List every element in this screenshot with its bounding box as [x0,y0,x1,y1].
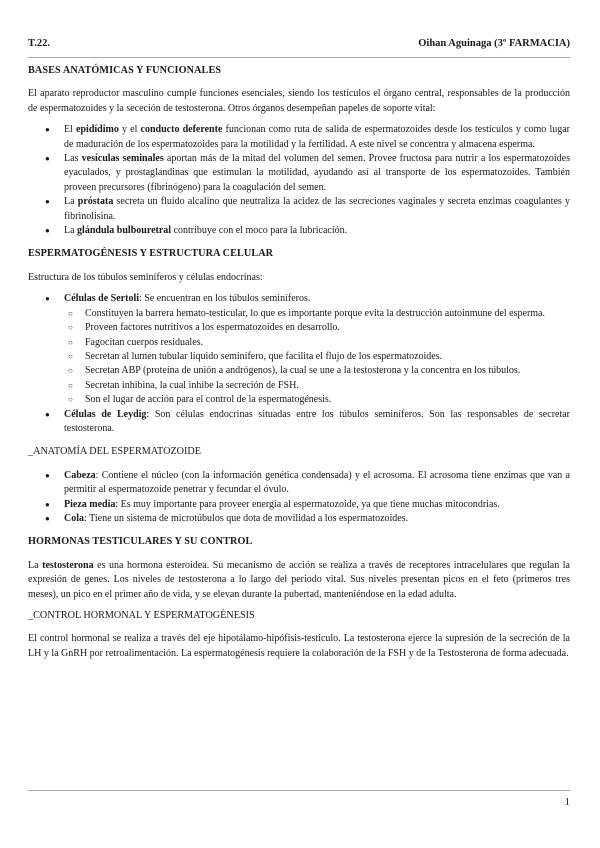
bases-intro: El aparato reproductor masculino cumple funciones esenciales, siendo los testículos el órgano central, responsables de la producción de espermatozoides y la sececión de testosterona. Otros órganos desempeñan papeles de soporte vital: [28,88,570,114]
sub-list-item: ○ Secretan inhibina, la cual inhibe la secreción de FSH. [85,379,570,393]
list-item: ● Pieza media: Es muy importante para proveer energía al espermatozoide, ya que tiene muchas mitocondrias. [64,498,570,512]
sub-list-item: ○ Constituyen la barrera hemato-testicular, lo que es importante porque evita la destrucción autoinmune del esperma. [85,307,570,321]
control-paragraph: El control hormonal se realiza a través del eje hipotálamo-hipófisis-testículo. La testosterona ejerce la supresión de la secreción de la LH y la GnRH por retroalimentación. La espermatogénesis requiere la colaboración de la FSH y de la Testosterona de forma adecuada. [28,633,570,659]
section-title-control: _CONTROL HORMONAL Y ESPERMATOGÉNESIS [28,610,255,621]
sperm-parts-list [28,469,570,527]
sertoli-functions [64,307,570,408]
sub-list-item: ○ Proveen factores nutritivos a los espermatozoides en desarrollo. [85,321,570,335]
section-title-hormonas: HORMONAS TESTICULARES Y SU CONTROL [28,536,253,548]
list-item: ● Cola: Tiene un sistema de microtúbulos que dota de movilidad a los espermatozoides. [64,512,570,526]
footer-rule [28,790,570,791]
sub-list-item: ○ Secretan al lumen tubular líquido seminífero, que facilita el flujo de los espermatozoides. [85,350,570,364]
sub-list-item: ○ Fagocitan cuerpos residuales. [85,336,570,350]
list-item-leydig: ● Células de Leydig: Son células endocrinas situadas entre los túbulos seminíferos. Son las responsables de secretar testosterona. [64,408,570,437]
cell-list [28,292,570,436]
sub-list-item: ○ Secretan ABP (proteína de unión a andrógenos), la cual se une a la testosterona y la concentra en los túbulos. [85,364,570,378]
list-item: ● La glándula bulbouretral contribuye con el moco para la lubricación. [64,224,570,238]
section-title-bases: BASES ANATÓMICAS Y FUNCIONALES [28,65,222,76]
sub-list-item: ○ Son el lugar de acción para el control de la espermatogénesis. [85,393,570,407]
section-title-anatomia: _ANATOMÍA DEL ESPERMATOZOIDE [28,446,201,458]
page-number: 1 [564,797,570,808]
header-topic: T.22. [28,38,50,49]
espermatogenesis-intro: Estructura de los túbulos seminíferos y células endocrinas: [28,271,263,283]
list-item-sertoli: ● Células de Sertoli: Se encuentran en los túbulos seminíferos. ○ Constituyen la barrera hemato-testicular, lo que es importante porque evita la destrucción autoinmune del esperma. ○ Proveen factores nutritivos a los espermatozoides en desarrollo. ○ Fagocitan cuerpos residuales. ○ Secretan al lumen tubular líquido seminífero, que facilita el flujo de los espermatozoides. ○ Secretan ABP (proteína de unión a andrógenos), la cual se une a la testosterona y la concentra en los túbulos. ○ Secretan inhibina, la cual inhibe la secreción de FSH. ○ Son el lugar de acción para el control de la espermatogénesis. [64,292,570,407]
hormonas-paragraph: La testosterona es una hormona esteroidea. Su mecanismo de acción se realiza a través de receptores intracelulares que regulan la expresión de genes. Los niveles de testosterona a lo largo del periodo vital. Sus niveles presentan picos en el feto (primeros tres meses), un pico en el primer año de vida, y se elevan durante la pubertad, manteniéndose en la edad adulta. [28,559,570,600]
section-title-espermatogenesis: ESPERMATOGÉNESIS Y ESTRUCTURA CELULAR [28,248,274,260]
document-body [28,64,570,661]
list-item: ● Cabeza: Contiene el núcleo (con la información genética condensada) y el acrosoma. El acrosoma tiene enzimas que van a permitir al espermatozoide penetrar y fecundar el óvulo. [64,469,570,498]
organ-list [28,123,570,238]
header-author: Oihan Aguinaga (3º FARMACIA) [418,38,570,49]
header-rule [28,57,570,58]
list-item: ● Las vesículas seminales aportan más de la mitad del volumen del semen. Provee fructosa para nutrir a los espermatozoides eyaculados, y prostaglandinas que estimulan la motilidad, ayudando así al transporte de los espermatozoides. También proveen precursores (fibrinógeno) para la coagulación del semen. [64,152,570,195]
list-item: ● El epidídimo y el conducto deferente funcionan como ruta de salida de espermatozoides desde los testículos y como lugar de maduración de los espermatozoides para la motilidad y la fertilidad. A este nivel se concentra y almacena esperma. [64,123,570,152]
list-item: ● La próstata secreta un fluido alcalino que neutraliza la acidez de las secreciones vaginales y secreta enzimas coagulantes y fibrinolisina. [64,195,570,224]
